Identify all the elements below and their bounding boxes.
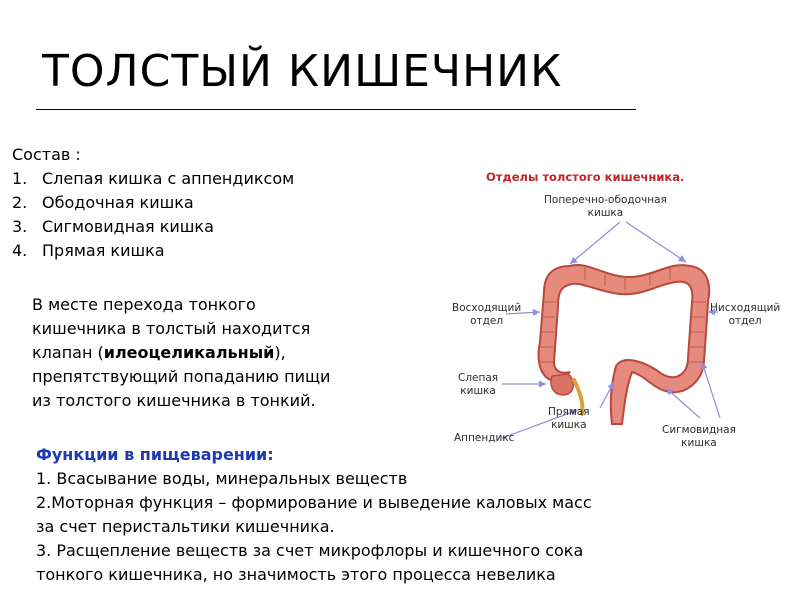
label-cecum xyxy=(458,372,498,398)
list-item-number: 1. xyxy=(12,169,28,188)
label-line: кишка xyxy=(460,385,496,397)
valve-term: илеоцеликальный xyxy=(103,343,275,362)
valve-line: В месте перехода тонкого xyxy=(32,295,256,314)
functions-section xyxy=(36,443,756,587)
title-underline xyxy=(36,109,636,110)
functions-line: 1. Всасывание воды, минеральных веществ xyxy=(36,469,408,488)
label-line: Сигмовидная xyxy=(662,424,736,436)
colon-shape xyxy=(539,265,710,424)
label-transverse xyxy=(544,194,667,220)
label-rectum xyxy=(548,406,590,432)
list-item xyxy=(12,239,294,263)
composition-section xyxy=(12,143,294,263)
label-line: Аппендикс xyxy=(454,432,515,444)
composition-list xyxy=(12,167,294,263)
list-item-text: Ободочная кишка xyxy=(42,193,194,212)
list-item-number: 4. xyxy=(12,241,28,260)
label-line: кишка xyxy=(551,419,587,431)
label-ascending xyxy=(452,302,521,328)
valve-line: из толстого кишечника в тонкий. xyxy=(32,391,316,410)
list-item-text: Слепая кишка с аппендиксом xyxy=(42,169,295,188)
label-line: отдел xyxy=(470,315,504,327)
label-line: Нисходящий xyxy=(710,302,781,314)
arrow-transverse-left xyxy=(570,222,620,264)
valve-paragraph xyxy=(32,293,412,413)
valve-line: кишечника в толстый находится xyxy=(32,319,311,338)
label-line: Восходящий xyxy=(452,302,522,314)
intestine-diagram xyxy=(440,162,780,452)
label-line: кишка xyxy=(587,207,624,219)
list-item xyxy=(12,191,294,215)
functions-heading: Функции в пищеварении: xyxy=(36,445,274,464)
valve-line: препятствующий попаданию пищи xyxy=(32,367,331,386)
valve-text: клапан ( xyxy=(32,343,104,362)
arrow-sigmoid xyxy=(666,388,700,418)
valve-line xyxy=(32,341,412,365)
list-item-number: 2. xyxy=(12,193,28,212)
arrow-transverse-right xyxy=(626,222,686,262)
label-line: Поперечно-ободочная xyxy=(544,194,667,206)
functions-line: 2.Моторная функция – формирование и выведение каловых масс xyxy=(36,493,592,512)
list-item-text: Прямая кишка xyxy=(42,241,165,260)
label-line: отдел xyxy=(728,315,762,327)
list-item-text: Сигмовидная кишка xyxy=(42,217,214,236)
slide-title: ТОЛСТЫЙ КИШЕЧНИК xyxy=(42,46,563,97)
list-item xyxy=(12,215,294,239)
diagram-title: Отделы толстого кишечника. xyxy=(486,170,685,184)
valve-text: ), xyxy=(274,343,286,362)
functions-line: за счет перистальтики кишечника. xyxy=(36,517,335,536)
list-item xyxy=(12,167,294,191)
arrow-sigmoid-2 xyxy=(702,362,720,418)
label-line: кишка xyxy=(681,437,717,449)
label-descending xyxy=(710,302,780,328)
label-line: Прямая xyxy=(548,406,590,418)
functions-line: 3. Расщепление веществ за счет микрофлоры и кишечного сока xyxy=(36,541,584,560)
composition-heading: Состав : xyxy=(12,145,81,164)
label-line: Слепая xyxy=(458,372,499,384)
list-item-number: 3. xyxy=(12,217,28,236)
functions-line: тонкого кишечника, но значимость этого процесса невелика xyxy=(36,565,556,584)
